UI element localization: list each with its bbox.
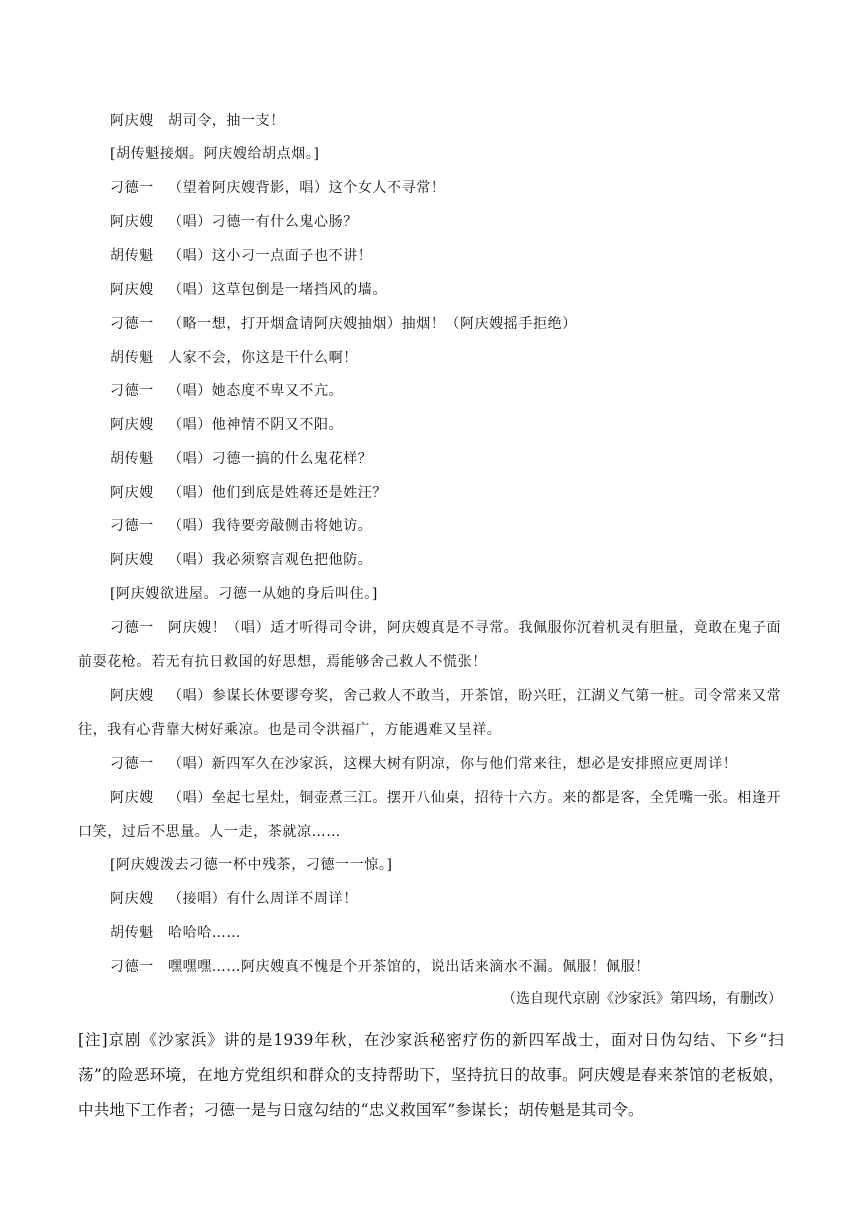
dialogue-text: （唱）这草包倒是一堵挡风的墙。 bbox=[168, 282, 387, 298]
dialogue-paragraph bbox=[78, 781, 784, 849]
dialogue-text: （唱）参谋长休要谬夸奖，舍己救人不敢当，开茶馆，盼兴旺，江湖义气第一桩。司令常来又常往，我有心背靠大树好乘凉。也是司令洪福广，方能遇难又呈祥。 bbox=[78, 688, 782, 738]
dialogue-text: （唱）他们到底是姓蒋还是姓汪？ bbox=[168, 485, 387, 501]
speaker-name: 刁德一 bbox=[110, 620, 154, 636]
speaker-name: 阿庆嫂 bbox=[110, 282, 154, 298]
dialogue-text: 阿庆嫂！（唱）适才听得司令讲，阿庆嫂真是不寻常。我佩服你沉着机灵有胆量，竟敢在鬼子面前耍花枪。若无有抗日救国的好思想，焉能够舍己救人不慌张！ bbox=[78, 620, 782, 670]
dialogue-line bbox=[110, 281, 387, 299]
dialogue-line bbox=[110, 958, 650, 976]
speaker-name: 胡传魁 bbox=[110, 248, 154, 264]
speaker-name: 刁德一 bbox=[110, 180, 154, 196]
dialogue-line bbox=[110, 315, 577, 333]
speaker-name: 胡传魁 bbox=[110, 925, 154, 941]
speaker-name: 胡传魁 bbox=[110, 350, 154, 366]
dialogue-line bbox=[110, 517, 372, 535]
dialogue-line bbox=[110, 247, 372, 265]
dialogue-line bbox=[110, 450, 372, 468]
dialogue-text: （唱）我必须察言观色把他防。 bbox=[168, 552, 373, 568]
dialogue-line bbox=[110, 416, 343, 434]
dialogue-text: （唱）这小刁一点面子也不讲！ bbox=[168, 248, 373, 264]
footnote: [注]京剧《沙家浜》讲的是1939年秋，在沙家浜秘密疗伤的新四军战士，面对日伪勾结、下乡“扫荡”的险恶环境，在地方党组织和群众的支持帮助下，坚持抗日的故事。阿庆嫂是春来茶馆的老板娘，中共地下工作者；刁德一是与日寇勾结的“忠义救国军”参谋长；胡传魁是其司令。 bbox=[78, 1031, 784, 1119]
dialogue-text: 人家不会，你这是干什么啊！ bbox=[168, 350, 358, 366]
dialogue-line bbox=[110, 213, 358, 231]
stage-direction bbox=[110, 585, 378, 603]
source-citation: （选自现代京剧《沙家浜》第四场，有删改） bbox=[502, 991, 782, 1007]
speaker-name: 阿庆嫂 bbox=[110, 552, 154, 568]
dialogue-line bbox=[110, 382, 343, 400]
stage-direction-text: [胡传魁接烟。阿庆嫂给胡点烟。] bbox=[110, 146, 320, 162]
speaker-name: 胡传魁 bbox=[110, 451, 154, 467]
speaker-name: 阿庆嫂 bbox=[110, 485, 154, 501]
speaker-name: 阿庆嫂 bbox=[110, 214, 154, 230]
dialogue-text: 胡司令，抽一支！ bbox=[168, 113, 285, 129]
speaker-name: 阿庆嫂 bbox=[110, 688, 154, 704]
dialogue-paragraph bbox=[78, 747, 784, 781]
dialogue-line bbox=[110, 551, 372, 569]
dialogue-text: （唱）新四军久在沙家浜，这棵大树有阴凉，你与他们常来往，想必是安排照应更周详！ bbox=[168, 756, 738, 772]
dialogue-text: （唱）他神情不阴又不阳。 bbox=[168, 417, 344, 433]
dialogue-text: （唱）垒起七星灶，铜壶煮三江。摆开八仙桌，招待十六方。来的都是客，全凭嘴一张。相逢开口笑，过后不思量。人一走，茶就凉…… bbox=[78, 790, 782, 840]
stage-direction-text: [阿庆嫂欲进屋。刁德一从她的身后叫住。] bbox=[110, 586, 378, 602]
stage-direction-text: [阿庆嫂泼去刁德一杯中残茶，刁德一一惊。] bbox=[110, 857, 393, 873]
dialogue-text: （唱）刁德一有什么鬼心肠？ bbox=[168, 214, 358, 230]
dialogue-text: 嘿嘿嘿……阿庆嫂真不愧是个开茶馆的，说出话来滴水不漏。佩服！佩服！ bbox=[168, 959, 650, 975]
dialogue-text: （望着阿庆嫂背影，唱）这个女人不寻常！ bbox=[168, 180, 446, 196]
dialogue-text: 哈哈哈…… bbox=[168, 925, 241, 941]
dialogue-text: （略一想，打开烟盒请阿庆嫂抽烟）抽烟！（阿庆嫂摇手拒绝） bbox=[168, 316, 577, 332]
speaker-name: 刁德一 bbox=[110, 518, 154, 534]
dialogue-line bbox=[110, 349, 358, 367]
speaker-name: 阿庆嫂 bbox=[110, 417, 154, 433]
dialogue-text: （唱）我待要旁敲侧击将她访。 bbox=[168, 518, 373, 534]
dialogue-text: （接唱）有什么周详不周详！ bbox=[168, 891, 358, 907]
stage-direction bbox=[110, 856, 393, 874]
dialogue-paragraph bbox=[78, 611, 784, 679]
speaker-name: 阿庆嫂 bbox=[110, 891, 154, 907]
dialogue-line bbox=[110, 890, 358, 908]
dialogue-text: （唱）刁德一搞的什么鬼花样？ bbox=[168, 451, 373, 467]
speaker-name: 刁德一 bbox=[110, 383, 154, 399]
dialogue-line bbox=[110, 484, 387, 502]
speaker-name: 刁德一 bbox=[110, 316, 154, 332]
dialogue-paragraph bbox=[78, 679, 784, 747]
speaker-name: 刁德一 bbox=[110, 959, 154, 975]
speaker-name: 阿庆嫂 bbox=[110, 113, 154, 129]
speaker-name: 阿庆嫂 bbox=[110, 790, 154, 806]
speaker-name: 刁德一 bbox=[110, 756, 154, 772]
dialogue-line bbox=[110, 112, 285, 130]
dialogue-text: （唱）她态度不卑又不亢。 bbox=[168, 383, 344, 399]
stage-direction bbox=[110, 145, 320, 163]
dialogue-line bbox=[110, 924, 241, 942]
dialogue-line bbox=[110, 179, 445, 197]
